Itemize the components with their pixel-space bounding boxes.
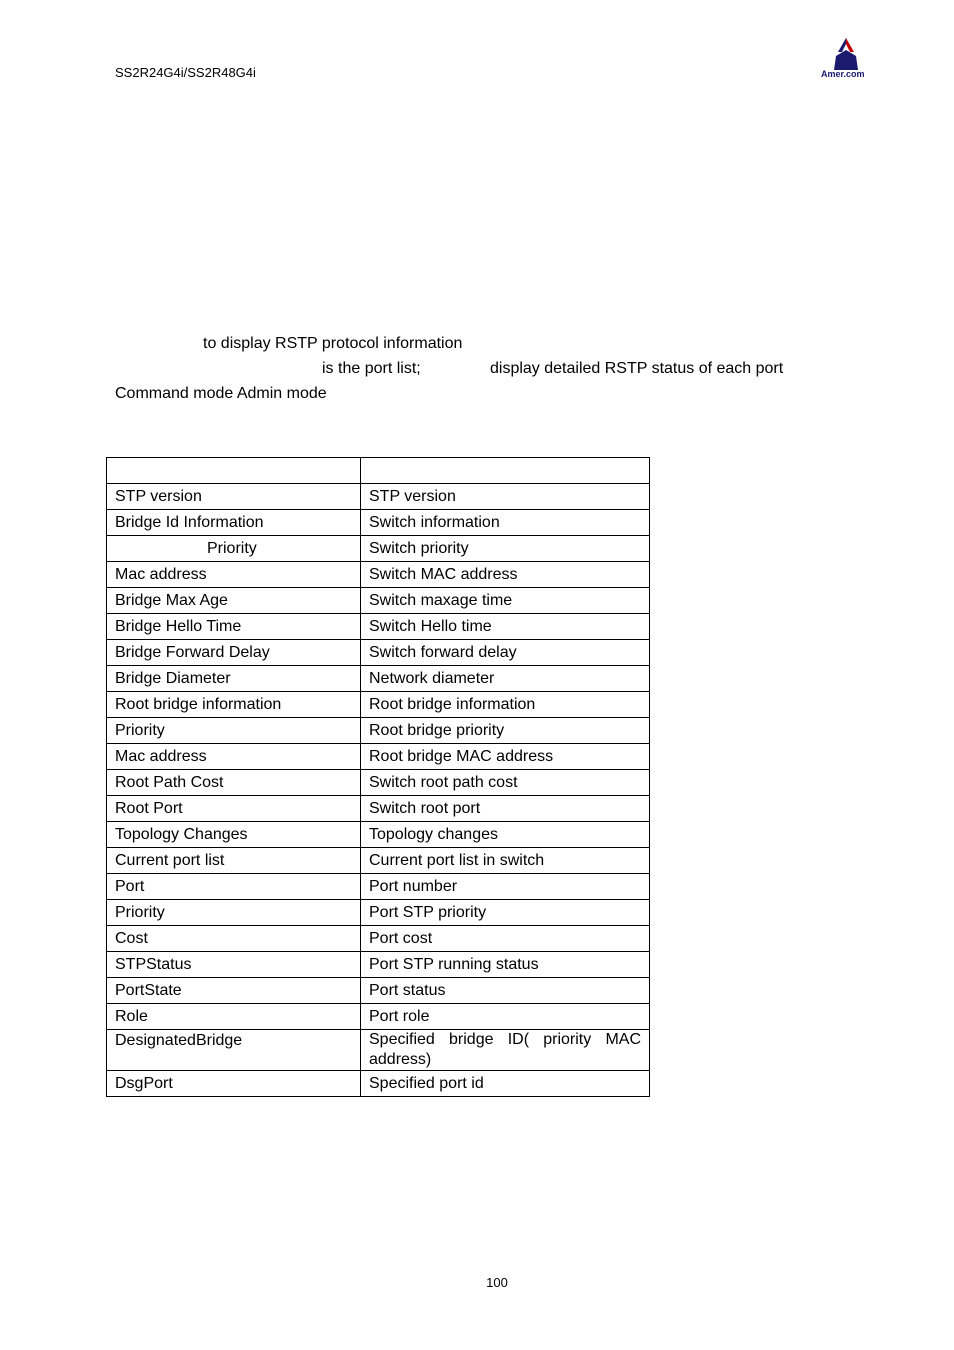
table-row bbox=[107, 484, 650, 510]
table-row bbox=[107, 848, 650, 874]
table-cell-description: Specified bridge ID( priority MAC address) bbox=[361, 1030, 650, 1071]
table-cell-parameter: DesignatedBridge bbox=[107, 1030, 361, 1071]
table-row bbox=[107, 588, 650, 614]
table-cell-parameter: Bridge Hello Time bbox=[107, 614, 361, 640]
document-model-header: SS2R24G4i/SS2R48G4i bbox=[115, 65, 256, 80]
table-cell-description: Root bridge information bbox=[361, 692, 650, 718]
table-cell-description: Switch root path cost bbox=[361, 770, 650, 796]
table-cell-description: Port STP running status bbox=[361, 952, 650, 978]
table-cell-parameter: Bridge Max Age bbox=[107, 588, 361, 614]
table-row bbox=[107, 1071, 650, 1097]
table-cell-description: Port STP priority bbox=[361, 900, 650, 926]
table-cell-parameter: Role bbox=[107, 1004, 361, 1030]
table-row bbox=[107, 978, 650, 1004]
table-header-row bbox=[107, 458, 650, 484]
table-header-cell bbox=[361, 458, 650, 484]
table-cell-parameter: Mac address bbox=[107, 744, 361, 770]
table-cell-parameter: Priority bbox=[107, 900, 361, 926]
table-cell-parameter: Root Path Cost bbox=[107, 770, 361, 796]
table-row bbox=[107, 718, 650, 744]
table-cell-description: Network diameter bbox=[361, 666, 650, 692]
table-cell-parameter: Root Port bbox=[107, 796, 361, 822]
table-cell-description: Switch priority bbox=[361, 536, 650, 562]
table-row bbox=[107, 562, 650, 588]
table-cell-parameter: Cost bbox=[107, 926, 361, 952]
table-cell-parameter: Priority bbox=[107, 718, 361, 744]
table-cell-description: Topology changes bbox=[361, 822, 650, 848]
table-cell-parameter: Port bbox=[107, 874, 361, 900]
table-header-cell bbox=[107, 458, 361, 484]
table-row bbox=[107, 692, 650, 718]
table-cell-description: Port role bbox=[361, 1004, 650, 1030]
table-cell-parameter: PortState bbox=[107, 978, 361, 1004]
table-row bbox=[107, 926, 650, 952]
table-cell-parameter-text: Priority bbox=[207, 539, 257, 557]
table-cell-parameter: DsgPort bbox=[107, 1071, 361, 1097]
table-row bbox=[107, 900, 650, 926]
table-row bbox=[107, 822, 650, 848]
table-cell-description: Current port list in switch bbox=[361, 848, 650, 874]
table-cell-parameter: Bridge Id Information bbox=[107, 510, 361, 536]
table-cell-description: Switch forward delay bbox=[361, 640, 650, 666]
table-cell-description: Port status bbox=[361, 978, 650, 1004]
table-cell-description: Switch MAC address bbox=[361, 562, 650, 588]
table-cell-description: Root bridge priority bbox=[361, 718, 650, 744]
table-cell-description: Switch Hello time bbox=[361, 614, 650, 640]
rstp-parameter-table bbox=[106, 457, 650, 1097]
table-cell-description: Switch maxage time bbox=[361, 588, 650, 614]
table-row bbox=[107, 640, 650, 666]
table-cell-description: Switch information bbox=[361, 510, 650, 536]
table-row bbox=[107, 666, 650, 692]
table-row bbox=[107, 536, 650, 562]
table-cell-description: Port number bbox=[361, 874, 650, 900]
table-row bbox=[107, 874, 650, 900]
table-cell-parameter: Topology Changes bbox=[107, 822, 361, 848]
table-cell-parameter: Bridge Forward Delay bbox=[107, 640, 361, 666]
table-cell-description: Specified port id bbox=[361, 1071, 650, 1097]
table-row bbox=[107, 1030, 650, 1071]
page-number: 100 bbox=[486, 1275, 508, 1290]
table-cell-parameter: Root bridge information bbox=[107, 692, 361, 718]
table-row bbox=[107, 744, 650, 770]
table-row bbox=[107, 796, 650, 822]
table-cell-parameter: Bridge Diameter bbox=[107, 666, 361, 692]
body-line-2b: display detailed RSTP status of each port bbox=[490, 360, 784, 377]
table-cell-parameter: Mac address bbox=[107, 562, 361, 588]
logo-wordmark: Amer.com bbox=[821, 69, 865, 79]
body-line-2a: is the port list; bbox=[322, 360, 421, 377]
table-cell-description: Port cost bbox=[361, 926, 650, 952]
table-row bbox=[107, 1004, 650, 1030]
table-cell-parameter: Current port list bbox=[107, 848, 361, 874]
table-cell-description: STP version bbox=[361, 484, 650, 510]
table-cell-parameter: STP version bbox=[107, 484, 361, 510]
table-row bbox=[107, 510, 650, 536]
amer-logo bbox=[818, 36, 878, 82]
table-cell-parameter bbox=[107, 536, 361, 562]
table-cell-description: Root bridge MAC address bbox=[361, 744, 650, 770]
table-row bbox=[107, 952, 650, 978]
table-row bbox=[107, 770, 650, 796]
command-mode-line: Command mode Admin mode bbox=[115, 385, 327, 402]
table-cell-parameter: STPStatus bbox=[107, 952, 361, 978]
table-cell-description: Switch root port bbox=[361, 796, 650, 822]
body-line-1: to display RSTP protocol information bbox=[203, 335, 463, 352]
table-row bbox=[107, 614, 650, 640]
